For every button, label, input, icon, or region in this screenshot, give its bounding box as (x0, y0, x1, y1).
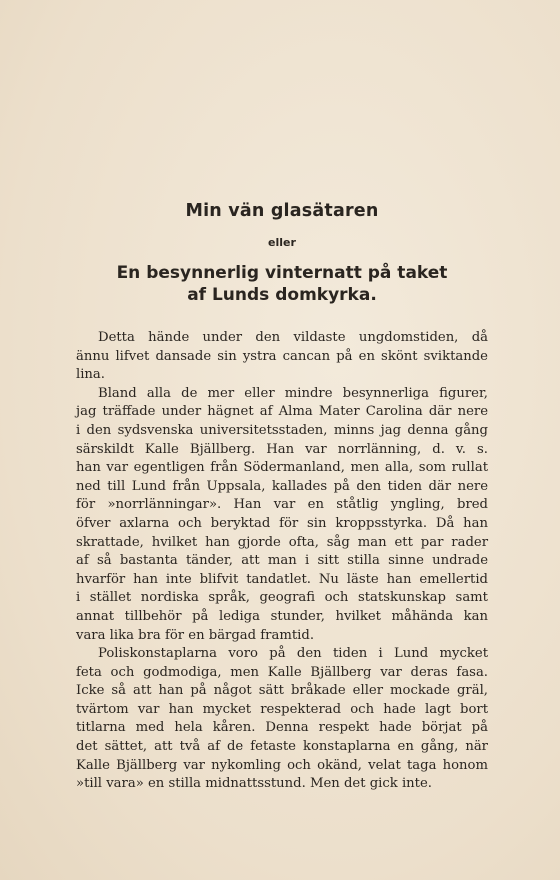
text-line: särskildt Kalle Bjällberg. Han var norrlänning, d. v. s. (76, 441, 488, 457)
text-line: Detta hände under den vildaste ungdomstiden, då (98, 330, 488, 345)
text-line: för »norrlänningar». Han var en ståtlig yngling, bred (76, 497, 488, 513)
text-line: lina. (76, 367, 105, 383)
chapter-title: Min vän glasätaren (185, 201, 379, 221)
text-line: af så bastanta tänder, att man i sitt stilla sinne undrade (76, 553, 488, 569)
text-line: ännu lifvet dansade sin ystra cancan på en skönt sviktande (76, 348, 488, 364)
paragraph (76, 385, 488, 645)
text-line: det sättet, att två af de fetaste konstaplarna en gång, när (76, 739, 488, 755)
body-text (76, 329, 488, 794)
text-line: tvärtom var han mycket respekterad och hade lagt bort (76, 701, 488, 717)
text-line: Icke så att han på något sätt bråkade eller mockade gräl, (76, 683, 488, 699)
text-line: annat tillbehör på lediga stunder, hvilket måhända kan (76, 608, 488, 624)
text-line: Kalle Bjällberg var nykomling och okänd, velat taga honom (76, 757, 488, 773)
title-connector: eller (268, 236, 296, 249)
text-line: feta och godmodiga, men Kalle Bjällberg var deras fasa. (76, 664, 488, 680)
text-line: Poliskonstaplarna voro på den tiden i Lund mycket (98, 646, 488, 662)
subtitle-line: af Lunds domkyrka. (187, 285, 377, 305)
text-line: öfver axlarna och beryktad för sin kroppsstyrka. Då han (76, 515, 488, 531)
chapter-subtitle (76, 262, 488, 306)
text-line: »till vara» en stilla midnattsstund. Men det gick inte. (76, 776, 432, 792)
text-line: jag träffade under hägnet af Alma Mater Carolina där nere (76, 404, 488, 420)
text-line: hvarför han inte blifvit tandatlet. Nu läste han emellertid (76, 571, 488, 587)
text-line: ned till Lund från Uppsala, kallades på den tiden där nere (76, 478, 488, 494)
subtitle-line: En besynnerlig vinternatt på taket (116, 263, 448, 283)
paragraph (76, 329, 488, 385)
text-line: i stället nordiska språk, geografi och statskunskap samt (76, 590, 488, 606)
text-line: i den sydsvenska universitetsstaden, minns jag denna gång (76, 422, 488, 438)
text-line: titlarna med hela kåren. Denna respekt hade börjat på (76, 720, 488, 736)
text-line: Bland alla de mer eller mindre besynnerliga figurer, (98, 385, 488, 401)
text-line: skrattade, hvilket han gjorde ofta, såg man ett par rader (76, 534, 488, 550)
text-line: han var egentligen från Södermanland, men alla, som rullat (76, 460, 488, 476)
text-line: vara lika bra för en bärgad framtid. (76, 627, 315, 643)
paragraph (76, 645, 488, 794)
